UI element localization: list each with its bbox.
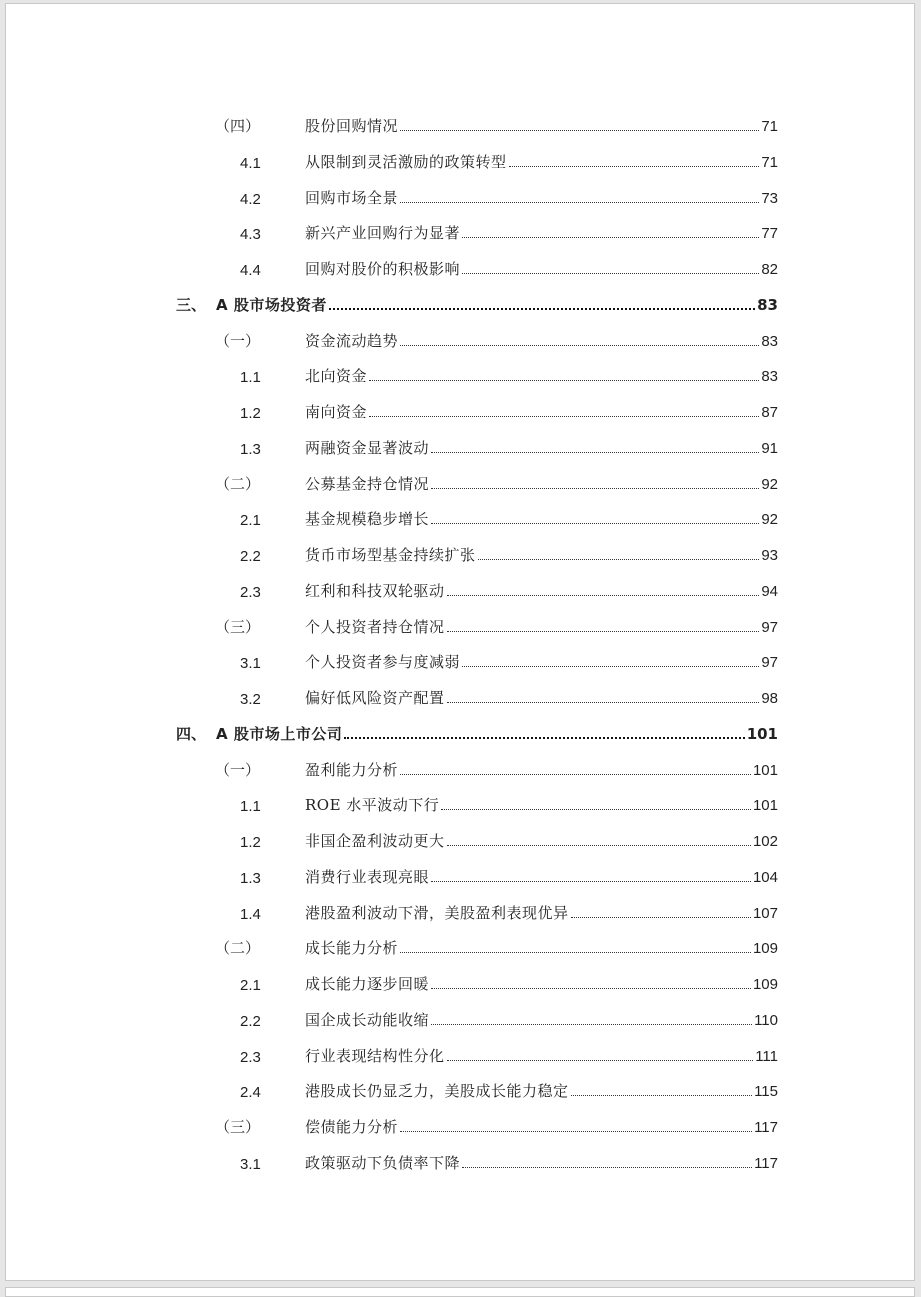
toc-entry-page-number: 110 [754,1011,778,1029]
toc-dot-leader [509,166,760,167]
toc-dot-leader [441,809,751,810]
toc-entry-page-number: 82 [761,261,778,278]
toc-entry-page-number: 87 [761,404,778,421]
toc-dot-leader [400,130,759,131]
toc-entry-page-number: 101 [752,797,778,815]
toc-dot-leader [400,345,759,346]
toc-entry-number: 4.1 [240,154,261,172]
toc-entry-page-number: 93 [761,547,778,564]
toc-entry-title: 偿债能力分析 [305,1118,399,1136]
toc-dot-leader [447,595,760,596]
toc-dot-leader [400,774,751,775]
toc-dot-leader [447,845,751,846]
toc-entry-page-number: 98 [761,690,778,707]
toc-entry-title: 行业表现结构性分化 [305,1046,445,1065]
toc-dot-leader [400,952,751,953]
toc-entry-number: 3.1 [240,655,261,673]
toc-entry-number: 2.2 [240,1012,261,1030]
toc-entry-title: 基金规模稳步增长 [305,510,430,529]
toc-entry[interactable] [6,209,916,245]
toc-entry[interactable] [6,996,916,1032]
toc-dot-leader [447,1060,754,1061]
toc-entry-title: 两融资金显著波动 [305,438,430,457]
toc-entry[interactable] [6,924,916,960]
toc-entry-title: 红利和科技双轮驱动 [305,581,445,600]
toc-entry-title: ROE 水平波动下行 [305,796,440,815]
toc-entry-page-number: 109 [752,976,778,993]
toc-entry[interactable] [6,567,916,603]
toc-entry-number: 3.2 [240,691,261,708]
toc-dot-leader [431,488,759,489]
toc-entry-number: 1.3 [240,869,261,887]
toc-entry[interactable] [6,138,916,174]
toc-entry-number: 3.1 [240,1155,261,1173]
toc-dot-leader [431,988,751,989]
toc-dot-leader [462,1167,752,1168]
toc-dot-leader [447,631,760,632]
toc-entry-title: 政策驱动下负债率下降 [305,1153,461,1172]
toc-entry-number: 1.1 [240,798,261,816]
toc-entry[interactable] [6,102,916,138]
toc-dot-leader [329,308,755,310]
toc-entry-page-number: 115 [754,1083,778,1101]
toc-entry-title: 从限制到灵活激励的政策转型 [305,152,507,171]
toc-entry-number: 2.1 [240,512,261,530]
toc-entry-title: 非国企盈利波动更大 [305,832,445,850]
toc-entry-title: 个人投资者参与度减弱 [305,653,461,672]
toc-entry-page-number: 102 [752,833,778,850]
toc-entry-page-number: 107 [752,904,778,922]
toc-entry-title: 回购市场全景 [305,188,399,207]
toc-entry-number: 2.3 [240,583,261,601]
toc-entry-number: （四） [215,118,261,135]
toc-dot-leader [344,737,744,739]
toc-entry[interactable] [6,245,916,281]
toc-entry[interactable] [6,638,916,674]
toc-entry[interactable] [6,352,916,388]
toc-entry[interactable] [6,1103,916,1139]
toc-entry-page-number: 117 [754,1154,778,1172]
toc-entry-page-number: 91 [761,439,778,457]
toc-entry-number: 三、 [176,295,207,314]
toc-entry[interactable] [6,710,916,746]
toc-entry-page-number: 83 [761,332,778,350]
toc-dot-leader [571,1095,753,1096]
toc-entry-number: 4.4 [240,262,261,279]
toc-entry-page-number: 97 [761,618,778,636]
toc-entry-title: A 股市场投资者 [216,295,327,314]
toc-entry-title: 成长能力逐步回暖 [305,975,430,993]
toc-dot-leader [369,416,759,417]
toc-entry[interactable] [6,1067,916,1103]
toc-entry-title: 港股成长仍显乏力，美股成长能力稳定 [305,1082,569,1101]
toc-entry-title: 北向资金 [305,367,368,386]
toc-entry-number: 2.1 [240,977,261,994]
toc-entry-number: （一） [215,332,261,350]
toc-entry[interactable] [6,495,916,531]
toc-dot-leader [431,1024,752,1025]
toc-dot-leader [431,881,751,882]
toc-entry-number: 1.4 [240,905,261,923]
toc-entry[interactable] [6,889,916,925]
toc-entry-number: 1.2 [240,834,261,851]
toc-entry-page-number: 73 [761,189,778,207]
toc-dot-leader [447,702,760,703]
toc-entry-number: 1.3 [240,440,261,458]
toc-entry-number: （三） [215,1119,261,1136]
toc-entry-title: 成长能力分析 [305,939,399,958]
toc-entry[interactable] [6,281,916,317]
toc-entry-number: 1.1 [240,369,261,387]
toc-entry-title: 股份回购情况 [305,117,399,135]
toc-entry[interactable] [6,424,916,460]
toc-entry-title: 盈利能力分析 [305,760,399,779]
toc-entry-page-number: 97 [761,654,778,672]
toc-entry-title: 南向资金 [305,403,368,421]
toc-entry-page-number: 101 [752,761,778,779]
toc-entry-number: （二） [215,475,261,493]
toc-dot-leader [462,237,759,238]
toc-entry-title: 资金流动趋势 [305,331,399,350]
toc-dot-leader [431,523,759,524]
toc-entry-title: 港股盈利波动下滑，美股盈利表现优异 [305,903,569,922]
toc-entry[interactable] [6,853,916,889]
toc-dot-leader [369,380,759,381]
toc-dot-leader [400,1131,752,1132]
toc-entry-number: 2.2 [240,548,261,565]
toc-entry-title: 消费行业表现亮眼 [305,867,430,886]
toc-entry-number: （二） [215,940,261,958]
toc-dot-leader [571,917,751,918]
toc-entry-title: 国企成长动能收缩 [305,1010,430,1029]
toc-entry-number: 1.2 [240,405,261,422]
toc-dot-leader [478,559,760,560]
toc-entry[interactable] [6,603,916,639]
toc-entry-page-number: 117 [754,1119,778,1136]
toc-entry-page-number: 83 [761,368,778,386]
toc-entry-page-number: 94 [761,582,778,600]
toc-entry-page-number: 71 [761,153,778,171]
toc-dot-leader [400,202,759,203]
toc-entry[interactable] [6,674,916,710]
document-page [5,3,915,1281]
toc-entry-page-number: 109 [752,940,778,958]
toc-entry[interactable] [6,1032,916,1068]
toc-entry-number: 4.3 [240,226,261,244]
toc-entry-number: 2.4 [240,1084,261,1102]
toc-entry[interactable] [6,960,916,996]
toc-entry-title: A 股市场上市公司 [216,724,343,743]
toc-dot-leader [431,452,759,453]
toc-entry[interactable] [6,174,916,210]
toc-entry-title: 偏好低风险资产配置 [305,689,445,707]
toc-entry-page-number: 77 [761,225,778,243]
toc-entry-page-number: 101 [746,724,778,743]
toc-entry-number: （一） [215,761,261,779]
toc-entry[interactable] [6,388,916,424]
toc-entry[interactable] [6,460,916,496]
toc-entry[interactable] [6,781,916,817]
toc-entry-title: 公募基金持仓情况 [305,474,430,493]
toc-entry-page-number: 71 [761,118,778,135]
toc-entry-number: 2.3 [240,1048,261,1066]
toc-entry-title: 货币市场型基金持续扩张 [305,546,476,564]
toc-entry-title: 个人投资者持仓情况 [305,617,445,636]
toc-entry-page-number: 111 [755,1047,778,1065]
toc-entry-number: （三） [215,618,261,636]
toc-entry[interactable] [6,817,916,853]
toc-entry-page-number: 83 [757,295,778,314]
toc-dot-leader [462,666,759,667]
toc-entry-title: 回购对股价的积极影响 [305,260,461,278]
toc-entry-page-number: 92 [761,511,778,529]
next-page-edge [5,1287,915,1297]
toc-entry-page-number: 104 [752,868,778,886]
toc-entry[interactable] [6,531,916,567]
toc-entry-page-number: 92 [761,475,778,493]
toc-entry-number: 四、 [176,724,207,743]
toc-entry[interactable] [6,317,916,353]
toc-entry-title: 新兴产业回购行为显著 [305,224,461,243]
toc-entry-number: 4.2 [240,190,261,208]
toc-entry[interactable] [6,746,916,782]
toc-dot-leader [462,273,759,274]
toc-entry[interactable] [6,1139,916,1175]
